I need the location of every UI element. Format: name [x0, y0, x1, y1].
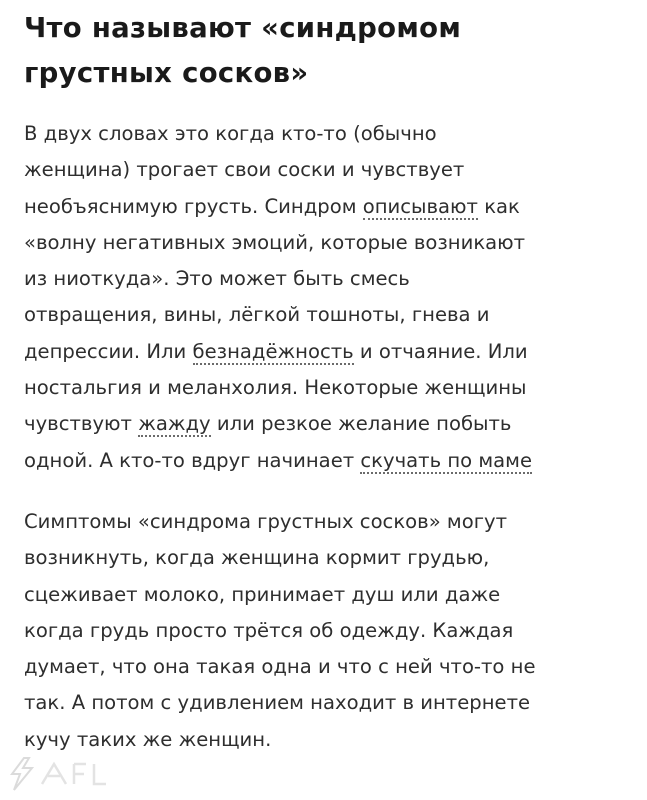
link-skuchat-po-mame[interactable]: скучать по маме — [360, 448, 533, 472]
title-line: грустных сосков» — [24, 57, 309, 89]
text-line — [24, 189, 634, 225]
watermark-logo — [2, 754, 152, 794]
text-line: Симптомы «синдрома грустных сосков» могут — [24, 509, 507, 533]
link-beznadezhnost[interactable]: безнадёжность — [192, 339, 354, 363]
text-line: так. А потом с удивлением находит в интернете — [24, 691, 531, 715]
article-title — [24, 6, 634, 96]
text-line: «волну негативных эмоций, которые возникают — [24, 230, 526, 254]
text-line: когда грудь просто трётся об одежду. Каждая — [24, 618, 514, 642]
paragraph-1 — [24, 116, 634, 479]
link-zhazhdu[interactable]: жажду — [138, 412, 211, 436]
text-line — [24, 406, 634, 442]
text-line: кучу таких же женщин. — [24, 727, 272, 751]
paragraph-2 — [24, 504, 634, 758]
text-segment: одной. А кто-то вдруг начинает — [24, 448, 361, 472]
text-line: В двух словах это когда кто-то (обычно — [24, 122, 437, 145]
text-line — [24, 443, 634, 479]
text-segment: чувствуют — [24, 412, 139, 436]
text-line: думает, что она такая одна и что с ней что-то не — [24, 655, 536, 679]
text-segment: или резкое желание побыть — [210, 412, 512, 436]
article — [24, 6, 634, 758]
text-line: возникнуть, когда женщина кормит грудью, — [24, 546, 490, 570]
text-line: сцеживает молоко, принимает душ или даже — [24, 582, 501, 606]
text-segment: необъяснимую грусть. Синдром — [24, 194, 363, 218]
text-line — [24, 334, 634, 370]
text-segment: и отчаяние. Или — [353, 339, 528, 363]
text-segment: депрессии. Или — [24, 339, 193, 363]
text-line: ностальгия и меланхолия. Некоторые женщины — [24, 376, 527, 400]
link-opisyvayut[interactable]: описывают — [362, 194, 478, 218]
text-line: из ниоткуда». Это может быть смесь — [24, 267, 410, 291]
text-line: отвращения, вины, лёгкой тошноты, гнева и — [24, 303, 490, 327]
title-line: Что называют «синдромом — [24, 12, 462, 44]
text-line: женщина) трогает свои соски и чувствует — [24, 158, 465, 182]
text-segment: как — [477, 194, 520, 218]
